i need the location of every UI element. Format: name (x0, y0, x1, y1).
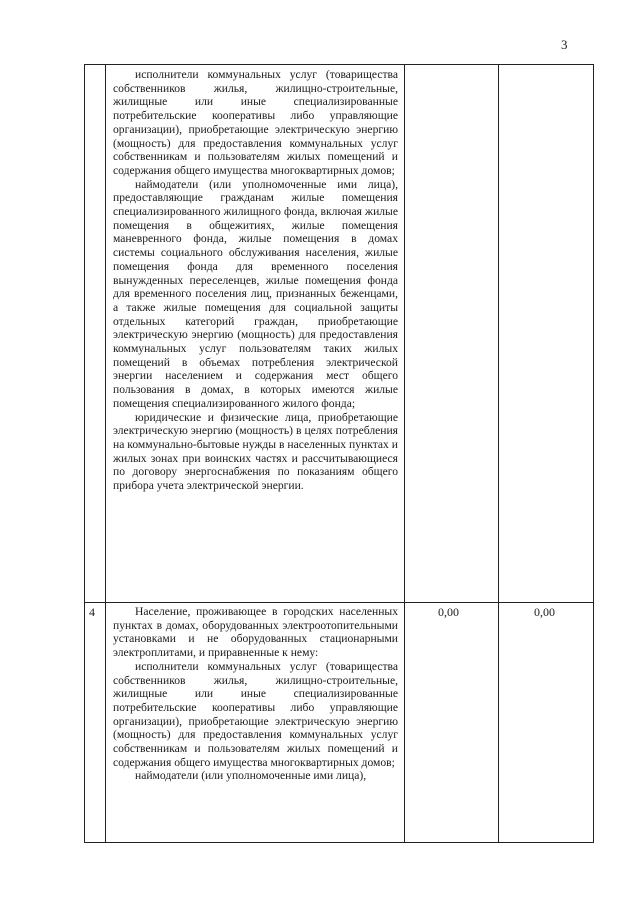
table-border-top (84, 64, 594, 65)
tariff-value-1: 0,00 (438, 605, 459, 619)
table-row-continuation-text (113, 68, 398, 493)
table-column-divider (498, 64, 499, 842)
paragraph: исполнители коммунальных услуг (товарищества собственников жилья, жилищно-строительные, жилищные или иные специализированные потребительские кооперативы либо управляющие организации), приобретающие электрическую энергию (мощность) для предоставления коммунальных услуг собственникам и пользователям жилых помещений и содержания общего имущества многоквартирных домов; (113, 659, 398, 769)
table-row-divider (84, 602, 594, 603)
paragraph: исполнители коммунальных услуг (товарищества собственников жилья, жилищно-строительные, жилищные или иные специализированные потребительские кооперативы либо управляющие организации), приобретающие электрическую энергию (мощность) для предоставления коммунальных услуг собственникам и пользователям жилых помещений и содержания общего имущества многоквартирных домов; (113, 68, 398, 177)
table-border-left (84, 64, 85, 842)
table-row-text (113, 605, 398, 783)
table-column-divider (404, 64, 405, 842)
paragraph: наймодатели (или уполномоченные ими лица), (135, 769, 367, 783)
row-number: 4 (89, 605, 95, 619)
table-border-right (593, 64, 594, 842)
paragraph: юридические и физические лица, приобретающие электрическую энергию (мощность) в целях потребления на коммунально-бытовые нужды в населенных пунктах и жилых зонах при воинских частях и рассчитывающиеся по договору энергоснабжения по показаниям общего прибора учета электрической энергии. (113, 410, 398, 493)
paragraph: наймодатели (или уполномоченные ими лица), предоставляющие гражданам жилые помещения специализированного жилищного фонда, включая жилые помещения в общежитиях, жилые помещения маневренного фонда, жилые помещения в домах системы социального обслуживания населения, жилые помещения фонда для временного поселения вынужденных переселенцев, жилые помещения фонда для временного поселения лиц, признанных беженцами, а также жилые помещения для социальной защиты отдельных категорий граждан, приобретающие электрическую энергию (мощность) для предоставления коммунальных услуг пользователям таких жилых помещений в объемах потребления электрической энергии населением и содержания мест общего пользования в домах, в которых имеются жилые помещения специализированного жилого фонда; (113, 177, 398, 410)
table-border-bottom (84, 842, 594, 843)
table-column-divider (105, 64, 106, 842)
page-number: 3 (561, 37, 568, 52)
paragraph: Население, проживающее в городских населенных пунктах в домах, оборудованных электроотопительными установками и не оборудованных стационарными электроплитами, и приравненные к нему: (113, 605, 398, 660)
tariff-value-2: 0,00 (534, 605, 555, 619)
